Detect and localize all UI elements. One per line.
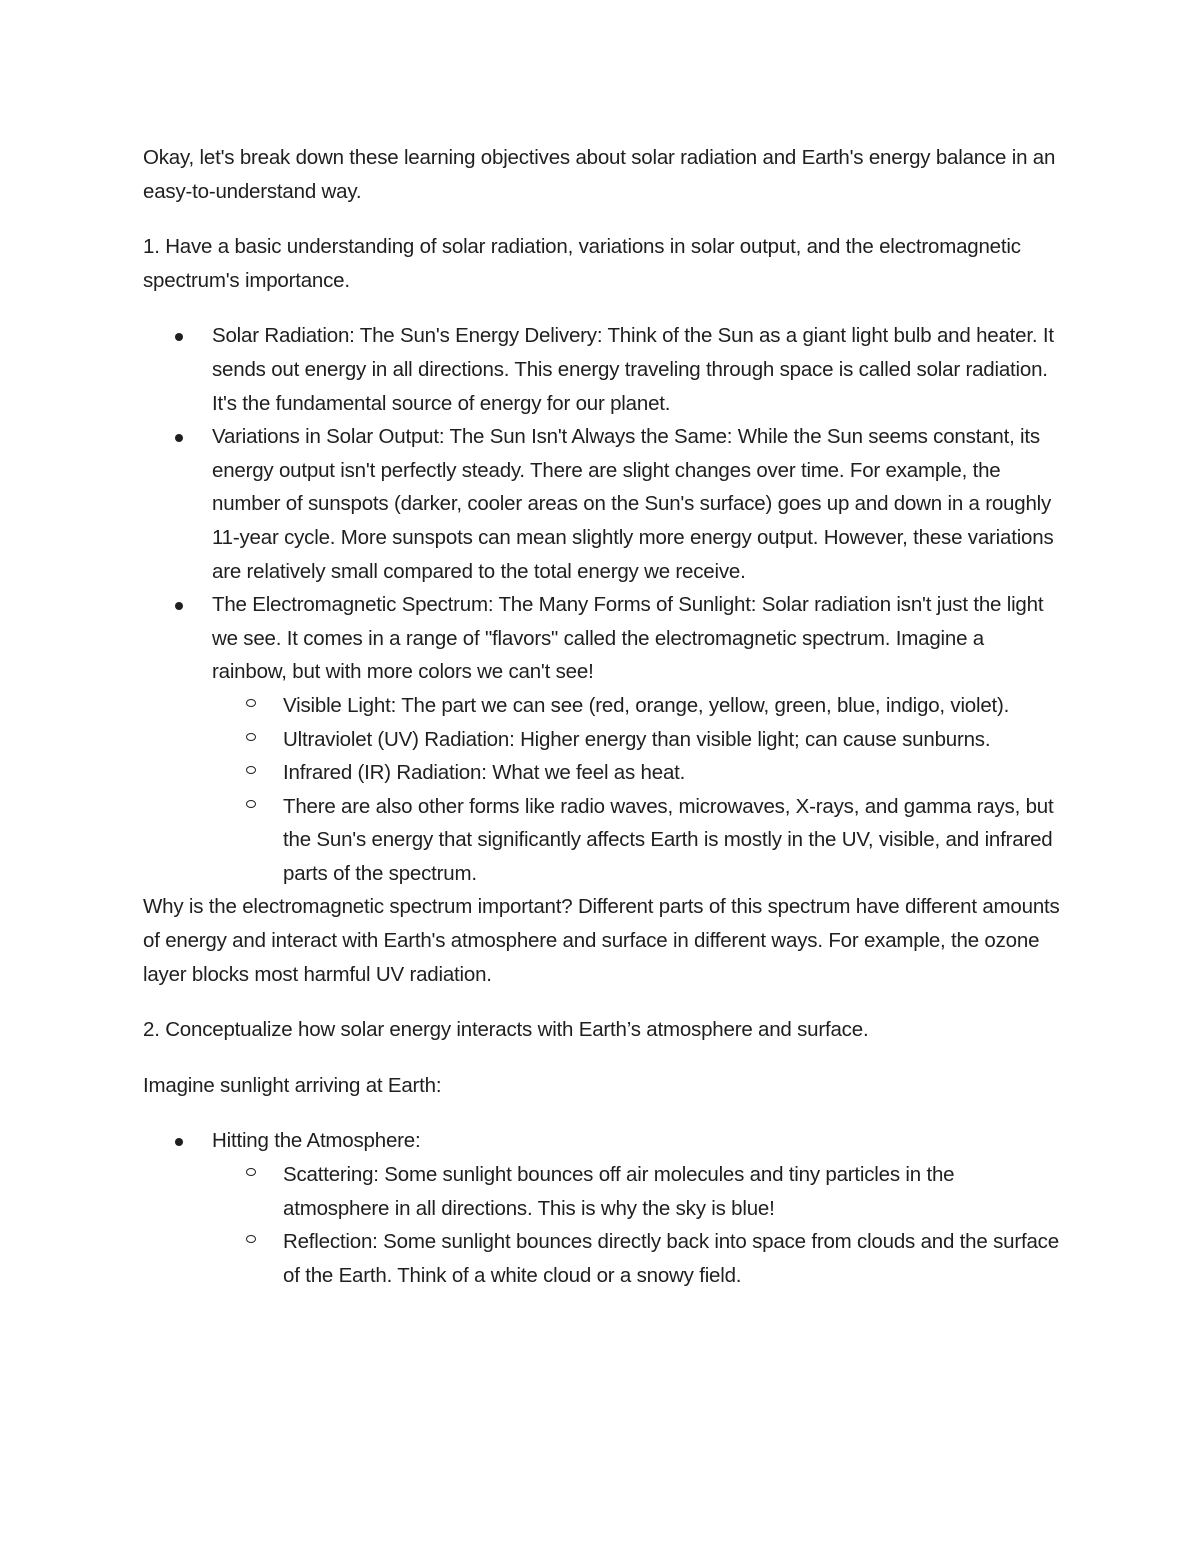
objective-2-heading: 2. Conceptualize how solar energy interacts with Earth’s atmosphere and surface.: [143, 1018, 869, 1042]
hollow-circle-bullet-icon: [246, 733, 256, 741]
bullet-dot-icon: [175, 333, 183, 341]
subbullet-text-uv: Ultraviolet (UV) Radiation: Higher energy than visible light; can cause sunburns.: [283, 727, 991, 751]
bullet-text-solar-output: Variations in Solar Output: The Sun Isn't Always the Same: While the Sun seems constant, its energy output isn't perfectly steady. There are slight changes over time. For example, the number of sunspots (darker, cooler areas on the Sun's surface) goes up and down in a roughly 11-year cycle. More sunspots can mean slightly more energy output. However, these variations are relatively small compared to the total energy we receive.: [212, 425, 1054, 583]
list-item: [212, 420, 1063, 588]
list-item: [212, 588, 1063, 890]
hollow-circle-bullet-icon: [246, 800, 256, 808]
subbullet-text-scattering: Scattering: Some sunlight bounces off air molecules and tiny particles in the atmosphere in all directions. This is why the sky is blue!: [283, 1163, 955, 1220]
objective-1-bullet-list: [143, 319, 1063, 890]
subbullet-text-visible: Visible Light: The part we can see (red, orange, yellow, green, blue, indigo, violet).: [283, 693, 1010, 717]
bullet-dot-icon: [175, 1138, 183, 1146]
list-item: [283, 1225, 1063, 1292]
intro-paragraph: Okay, let's break down these learning objectives about solar radiation and Earth's energy balance in an easy-to-understand way.: [143, 146, 1056, 203]
list-item: [283, 756, 1063, 790]
em-spectrum-sublist: [212, 689, 1063, 891]
objective-2-lead: Imagine sunlight arriving at Earth:: [143, 1073, 442, 1097]
bullet-text-em-spectrum: The Electromagnetic Spectrum: The Many Forms of Sunlight: Solar radiation isn't just the light we see. It comes in a range of "flavors" called the electromagnetic spectrum. Imagine a rainbow, but with more colors we can't see!: [212, 593, 1044, 684]
list-item: [212, 319, 1063, 420]
hollow-circle-bullet-icon: [246, 699, 256, 707]
subbullet-text-ir: Infrared (IR) Radiation: What we feel as heat.: [283, 761, 686, 785]
bullet-dot-icon: [175, 602, 183, 610]
list-item: [283, 723, 1063, 757]
hollow-circle-bullet-icon: [246, 1168, 256, 1176]
document-page: [143, 141, 1063, 1292]
bullet-text-hitting-atmosphere: Hitting the Atmosphere:: [212, 1129, 421, 1153]
spectrum-importance-paragraph: Why is the electromagnetic spectrum important? Different parts of this spectrum have different amounts of energy and interact with Earth's atmosphere and surface in different ways. For example, the ozone layer blocks most harmful UV radiation.: [143, 895, 1060, 986]
objective-1-heading: 1. Have a basic understanding of solar radiation, variations in solar output, and the electromagnetic spectrum's importance.: [143, 235, 1021, 292]
hollow-circle-bullet-icon: [246, 1235, 256, 1243]
hollow-circle-bullet-icon: [246, 766, 256, 774]
subbullet-text-reflection: Reflection: Some sunlight bounces directly back into space from clouds and the surface of the Earth. Think of a white cloud or a snowy field.: [283, 1230, 1059, 1287]
list-item: [212, 1124, 1063, 1292]
bullet-dot-icon: [175, 434, 183, 442]
list-item: [283, 1158, 1063, 1225]
list-item: [283, 790, 1063, 891]
objective-2-bullet-list: [143, 1124, 1063, 1292]
subbullet-text-other: There are also other forms like radio waves, microwaves, X-rays, and gamma rays, but the Sun's energy that significantly affects Earth is mostly in the UV, visible, and infrared parts of the spectrum.: [283, 794, 1054, 885]
atmosphere-sublist: [212, 1158, 1063, 1292]
list-item: [283, 689, 1063, 723]
bullet-text-solar-radiation: Solar Radiation: The Sun's Energy Delivery: Think of the Sun as a giant light bulb and heater. It sends out energy in all directions. This energy traveling through space is called solar radiation. It's the fundamental source of energy for our planet.: [212, 324, 1054, 415]
